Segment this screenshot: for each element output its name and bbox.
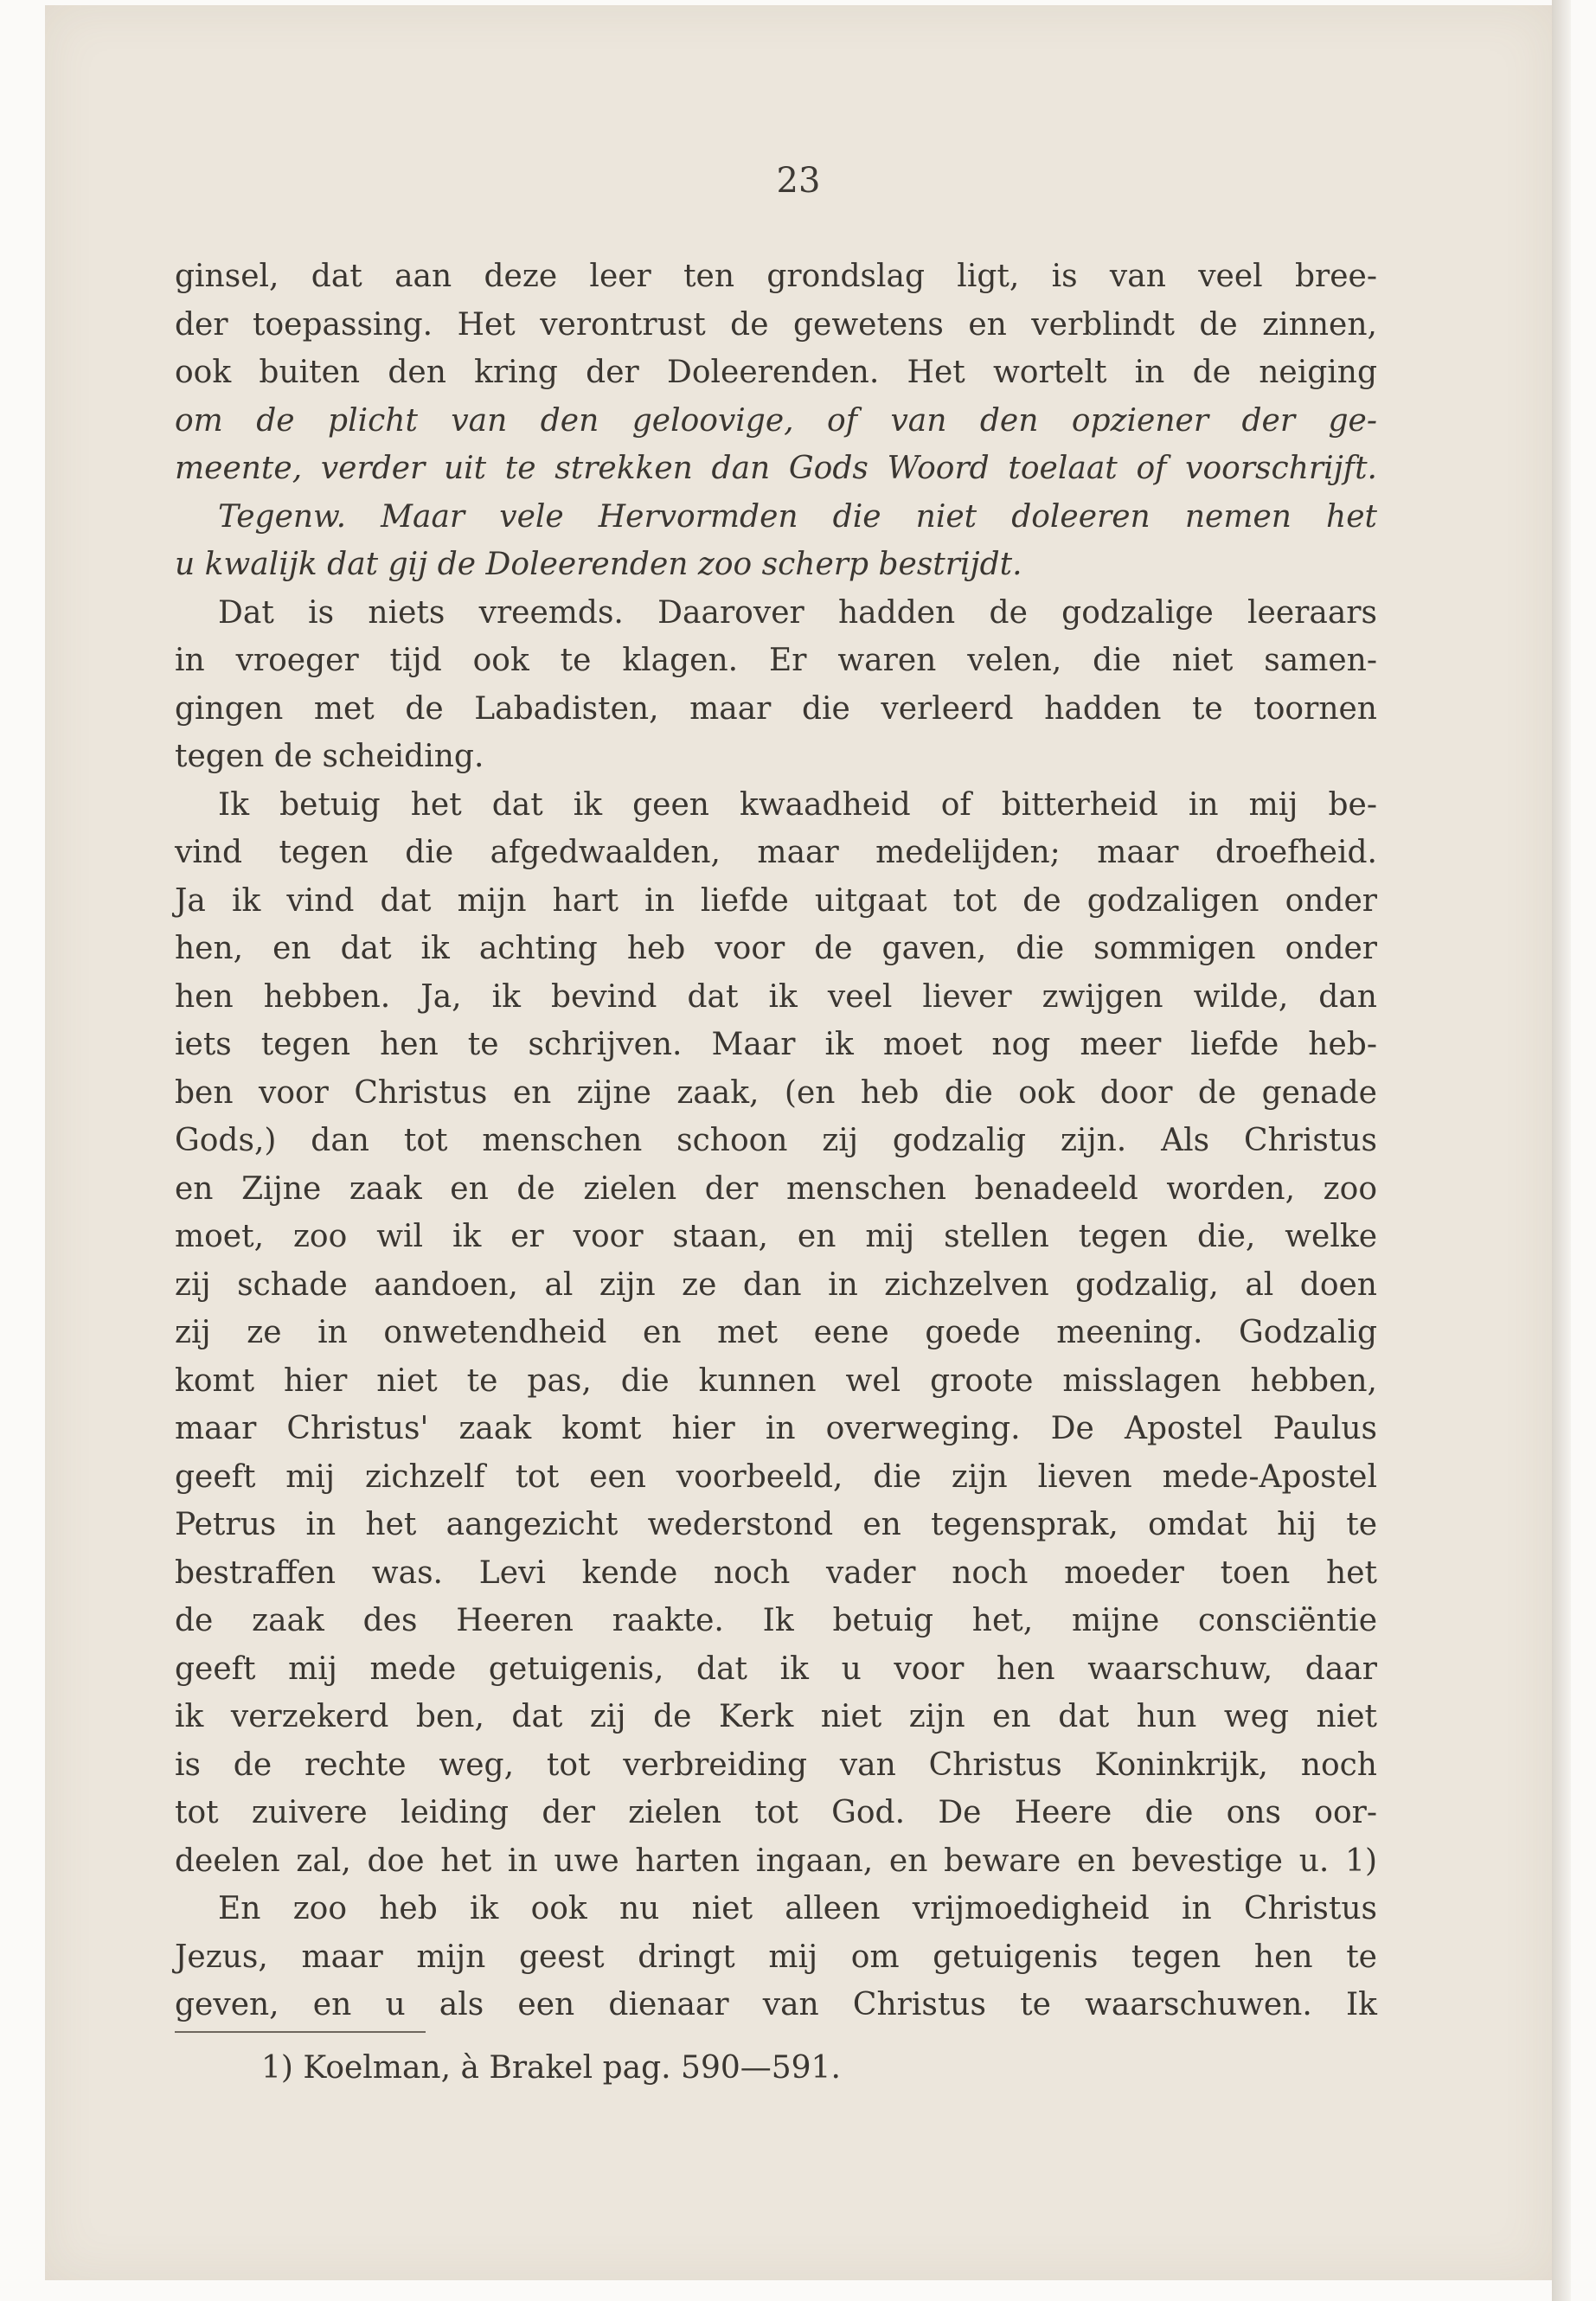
text-line-italic: Tegenw. Maar vele Hervormden die niet doleeren nemen het [218,498,1377,535]
text-line: maar Christus' zaak komt hier in overweging. De Apostel Paulus [175,1411,1377,1446]
text-line-italic: om de plicht van den geloovige, of van den opziener der ge- [175,402,1377,439]
text-line: der toepassing. Het verontrust de gewetens en verblindt de zinnen, [175,306,1377,343]
body-text [175,253,1377,2029]
text-line: komt hier niet te pas, die kunnen wel groote misslagen hebben, [175,1362,1377,1399]
book-page [45,5,1552,2280]
text-line: in vroeger tijd ook te klagen. Er waren velen, die niet samen- [175,643,1377,678]
text-line: ginsel, dat aan deze leer ten grondslag ligt, is van veel bree- [175,259,1377,294]
text-line: de zaak des Heeren raakte. Ik betuig het, mijne consciëntie [175,1603,1377,1638]
page-edge-shadow [1552,0,1571,2301]
text-line: ook buiten den kring der Doleerenden. Het wortelt in de neiging [175,355,1377,390]
text-line: en Zijne zaak en de zielen der menschen benadeeld worden, zoo [175,1170,1377,1207]
text-line: geeft mij mede getuigenis, dat ik u voor hen waarschuw, daar [175,1650,1377,1687]
text-line: deelen zal, doe het in uwe harten ingaan, en beware en bevestige u. 1) [175,1843,1377,1879]
text-line: hen, en dat ik achting heb voor de gaven, die sommigen onder [175,931,1377,966]
footnote: 1) Koelman, à Brakel pag. 590—591. [261,2050,841,2086]
text-line: zij ze in onwetendheid en met eene goede meening. Godzalig [175,1315,1377,1350]
text-line: Ja ik vind dat mijn hart in liefde uitgaat tot de godzaligen onder [175,882,1377,919]
text-line: Gods,) dan tot menschen schoon zij godzalig zijn. Als Christus [175,1123,1377,1158]
text-line: vind tegen die afgedwaalden, maar medelijden; maar droefheid. [175,835,1377,870]
text-line-italic: meente, verder uit te strekken dan Gods Woord toelaat of voorschrijft. [175,451,1377,486]
text-line: zij schade aandoen, al zijn ze dan in zichzelven godzalig, al doen [175,1266,1377,1303]
text-line: geeft mij zichzelf tot een voorbeeld, die zijn lieven mede-Apostel [175,1458,1377,1495]
text-line: Jezus, maar mijn geest dringt mij om getuigenis tegen hen te [175,1939,1377,1975]
text-line: En zoo heb ik ook nu niet alleen vrijmoedigheid in Christus [218,1891,1377,1926]
text-line: tot zuivere leiding der zielen tot God. De Heere die ons oor- [175,1795,1377,1830]
text-line: hen hebben. Ja, ik bevind dat ik veel liever zwijgen wilde, dan [175,978,1377,1015]
text-line: ben voor Christus en zijne zaak, (en heb die ook door de genade [175,1074,1377,1111]
text-line: Dat is niets vreemds. Daarover hadden de godzalige leeraars [218,594,1377,631]
text-line: moet, zoo wil ik er voor staan, en mij stellen tegen die, welke [175,1219,1377,1254]
text-line: Ik betuig het dat ik geen kwaadheid of bitterheid in mij be- [218,786,1377,823]
footnote-divider [175,2031,426,2033]
text-line: iets tegen hen te schrijven. Maar ik moet nog meer liefde heb- [175,1027,1377,1062]
text-line: is de rechte weg, tot verbreiding van Christus Koninkrijk, noch [175,1747,1377,1783]
text-line: Petrus in het aangezicht wederstond en tegensprak, omdat hij te [175,1507,1377,1542]
text-line: geven, en u als een dienaar van Christus te waarschuwen. Ik [175,1987,1377,2022]
text-line: ik verzekerd ben, dat zij de Kerk niet zijn en dat hun weg niet [175,1699,1377,1734]
text-line: tegen de scheiding. [175,739,484,774]
text-line: gingen met de Labadisten, maar die verleerd hadden te toornen [175,690,1377,727]
text-line: bestraffen was. Levi kende noch vader noch moeder toen het [175,1554,1377,1591]
page-number: 23 [776,161,821,201]
text-line-italic: u kwalijk dat gij de Doleerenden zoo scherp bestrijdt. [175,547,1022,582]
